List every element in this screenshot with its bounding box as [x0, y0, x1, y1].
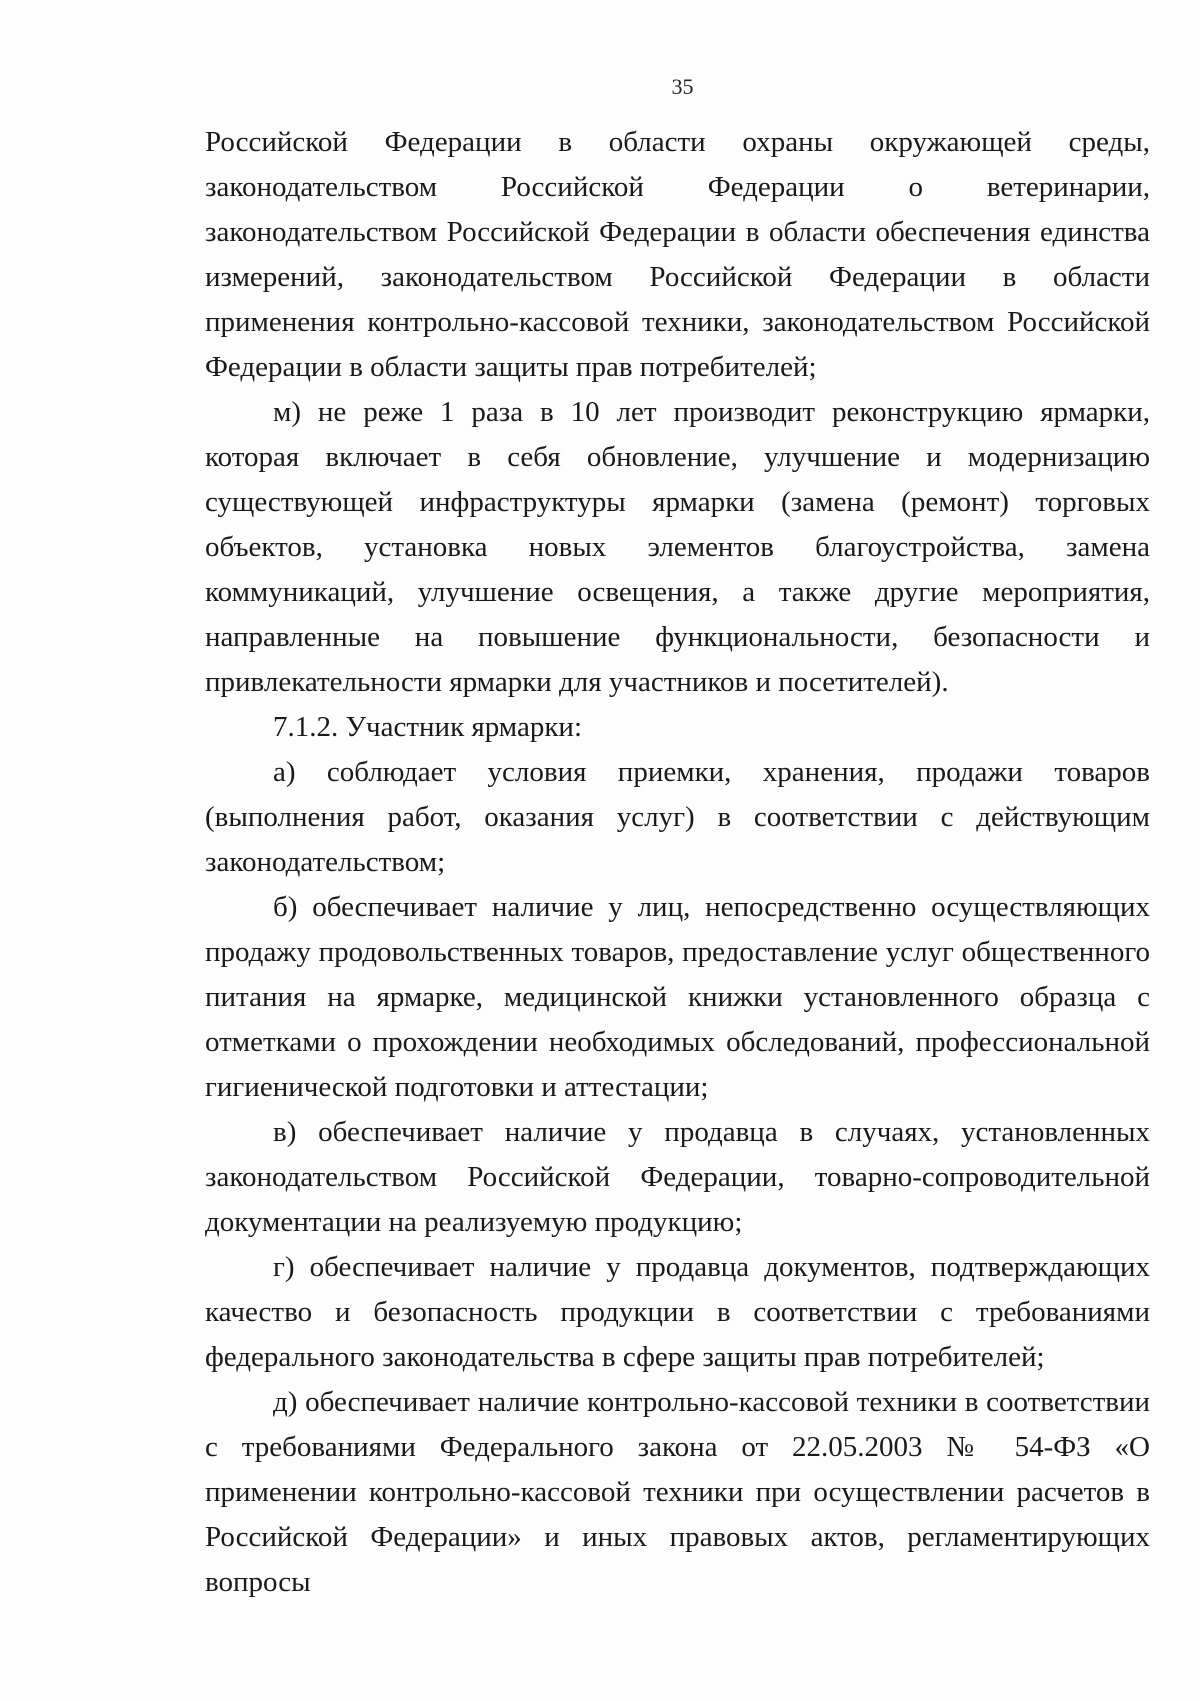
document-body — [205, 120, 1150, 1605]
paragraph-item-d: д) обеспечивает наличие контрольно-кассовой техники в соответствии с требованиями Федерального закона от 22.05.2003 № 54-ФЗ «О применении контрольно-кассовой техники при осуществлении расчетов в Российской Федерации» и иных правовых актов, регламентирующих вопросы — [205, 1386, 1150, 1598]
paragraph-item-a: а) соблюдает условия приемки, хранения, продажи товаров (выполнения работ, оказания услуг) в соответствии с действующим законодательством; — [205, 756, 1150, 878]
page-number: 35 — [671, 74, 694, 99]
paragraph-item-b: б) обеспечивает наличие у лиц, непосредственно осуществляющих продажу продовольственных товаров, предоставление услуг общественного питания на ярмарке, медицинской книжки установленного образца с отметками о прохождении необходимых обследований, профессиональной гигиенической подготовки и аттестации; — [205, 891, 1150, 1103]
paragraph-item-m: м) не реже 1 раза в 10 лет производит реконструкцию ярмарки, которая включает в себя обновление, улучшение и модернизацию существующей инфраструктуры ярмарки (замена (ремонт) торговых объектов, установка новых элементов благоустройства, замена коммуникаций, улучшение освещения, а также другие мероприятия, направленные на повышение функциональности, безопасности и привлекательности ярмарки для участников и посетителей). — [205, 396, 1150, 698]
paragraph-item-v: в) обеспечивает наличие у продавца в случаях, установленных законодательством Российской Федерации, товарно-сопроводительной документации на реализуемую продукцию; — [205, 1116, 1150, 1238]
section-heading-7-1-2: 7.1.2. Участник ярмарки: — [273, 711, 583, 743]
paragraph-item-g: г) обеспечивает наличие у продавца документов, подтверждающих качество и безопасность продукции в соответствии с требованиями федерального законодательства в сфере защиты прав потребителей; — [205, 1251, 1150, 1373]
paragraph-continuation: Российской Федерации в области охраны окружающей среды, законодательством Российской Федерации о ветеринарии, законодательством Российской Федерации в области обеспечения единства измерений, законодательством Российской Федерации в области применения контрольно-кассовой техники, законодательством Российской Федерации в области защиты прав потребителей; — [205, 126, 1150, 383]
